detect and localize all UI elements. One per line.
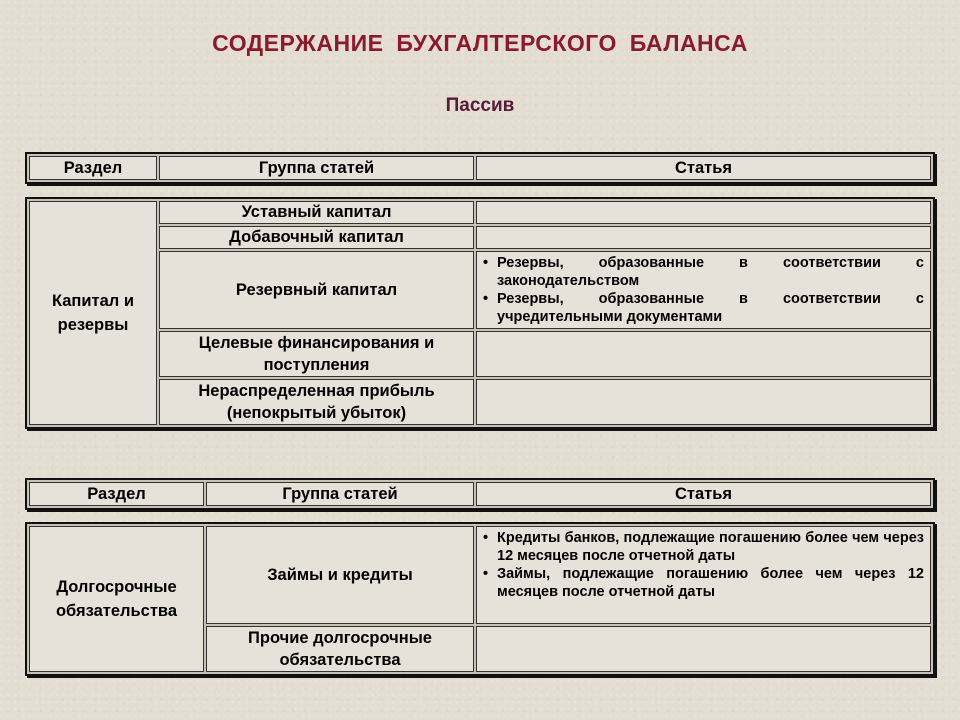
article-cell (476, 626, 931, 672)
article-cell (476, 201, 931, 224)
section-cell: Долгосрочные обязательства (29, 526, 204, 672)
article-cell (476, 331, 931, 377)
page-subtitle: Пассив (445, 95, 515, 116)
list-item: • Резервы, образованные в соответствии с законодательством (483, 254, 924, 290)
capital-reserves-table (25, 197, 935, 429)
header-table-1 (25, 152, 935, 184)
group-cell: Добавочный капитал (159, 226, 474, 249)
article-cell (476, 526, 931, 624)
group-cell: Нераспределенная прибыль (непокрытый убыток) (159, 379, 474, 425)
header-group: Группа статей (206, 482, 474, 506)
list-item: • Займы, подлежащие погашению более чем через 12 месяцев после отчетной даты (483, 565, 924, 601)
header-section: Раздел (29, 156, 157, 180)
header-section: Раздел (29, 482, 204, 506)
header-article: Статья (476, 482, 931, 506)
header-article: Статья (476, 156, 931, 180)
long-term-liabilities-table (25, 522, 935, 676)
article-cell (476, 379, 931, 425)
header-group: Группа статей (159, 156, 474, 180)
group-cell: Прочие долгосрочные обязательства (206, 626, 474, 672)
section-cell: Капитал и резервы (29, 201, 157, 425)
article-cell (476, 226, 931, 249)
group-cell: Займы и кредиты (206, 526, 474, 624)
group-cell: Резервный капитал (159, 251, 474, 329)
list-item: • Кредиты банков, подлежащие погашению более чем через 12 месяцев после отчетной даты (483, 529, 924, 565)
list-item: • Резервы, образованные в соответствии с учредительными документами (483, 290, 924, 326)
group-cell: Целевые финансирования и поступления (159, 331, 474, 377)
article-cell (476, 251, 931, 329)
header-table-2 (25, 478, 935, 510)
page-title: СОДЕРЖАНИЕ БУХГАЛТЕРСКОГО БАЛАНСА (212, 30, 748, 56)
group-cell: Уставный капитал (159, 201, 474, 224)
